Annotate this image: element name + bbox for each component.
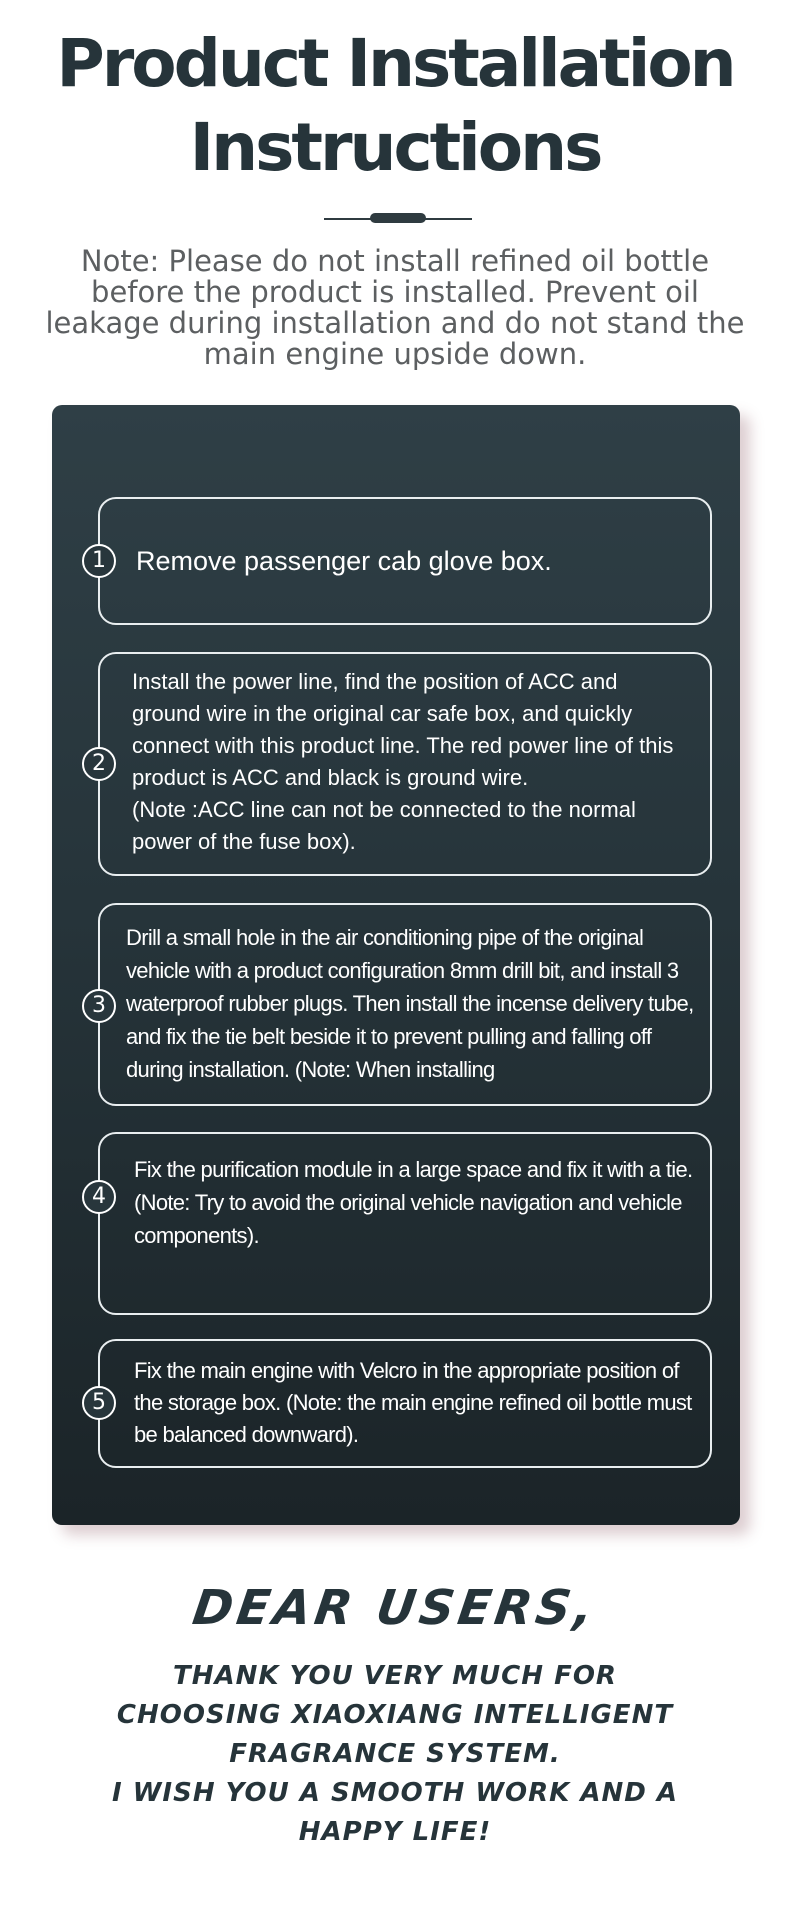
step-4-text [134,1153,696,1252]
step-4 [92,1132,712,1315]
step-2-note: (Note :ACC line can not be connected to the normal power of the fuse box). [132,797,636,854]
divider-pill [370,213,426,223]
step-3-text: Drill a small hole in the air conditioning pipe of the original vehicle with a product configuration 8mm drill bit, and install 3 waterproof rubber plugs. Then install the incense delivery tube, and fix the tie belt beside it to prevent pulling and falling off during installation. (Note: When installing [126,925,694,1082]
step-4-number: 4 [82,1180,116,1214]
step-4-instruction: Fix the purification module in a large space and fix it with a tie. [134,1157,693,1182]
closing-message [90,1657,700,1852]
page-title [0,22,790,190]
closing-wish: I WISH YOU A SMOOTH WORK AND A HAPPY LIFE! [112,1778,678,1847]
title-divider [324,213,472,225]
closing-thanks: THANK YOU VERY MUCH FOR CHOOSING XIAOXIANG INTELLIGENT FRAGRANCE SYSTEM. [116,1661,674,1769]
step-3 [92,903,712,1106]
step-4-note: (Note: Try to avoid the original vehicle navigation and vehicle components). [134,1190,682,1248]
step-1 [92,497,712,625]
steps-panel [52,405,740,1525]
step-5 [92,1339,712,1468]
step-1-text: Remove passenger cab glove box. [136,546,552,576]
step-2-number: 2 [82,747,116,781]
step-2-instruction: Install the power line, find the position of ACC and ground wire in the original car safe box, and quickly connect with this product line. The red power line of this product is ACC and black is ground wire. [132,669,674,790]
installation-note: Note: Please do not install refined oil bottle before the product is installed. Prevent oil leakage during installation and do not stand the main engine upside down. [45,244,745,371]
title-line-1: Product Installation [56,25,734,102]
step-2-text [132,666,692,858]
step-1-number: 1 [82,544,116,578]
closing-heading: DEAR USERS, [189,1580,601,1636]
title-line-2: Instructions [189,109,601,186]
step-5-number: 5 [82,1386,116,1420]
step-5-text: Fix the main engine with Velcro in the appropriate position of the storage box. (Note: the main engine refined oil bottle must be balanced downward). [134,1358,692,1447]
step-3-number: 3 [82,989,116,1023]
step-2 [92,652,712,876]
